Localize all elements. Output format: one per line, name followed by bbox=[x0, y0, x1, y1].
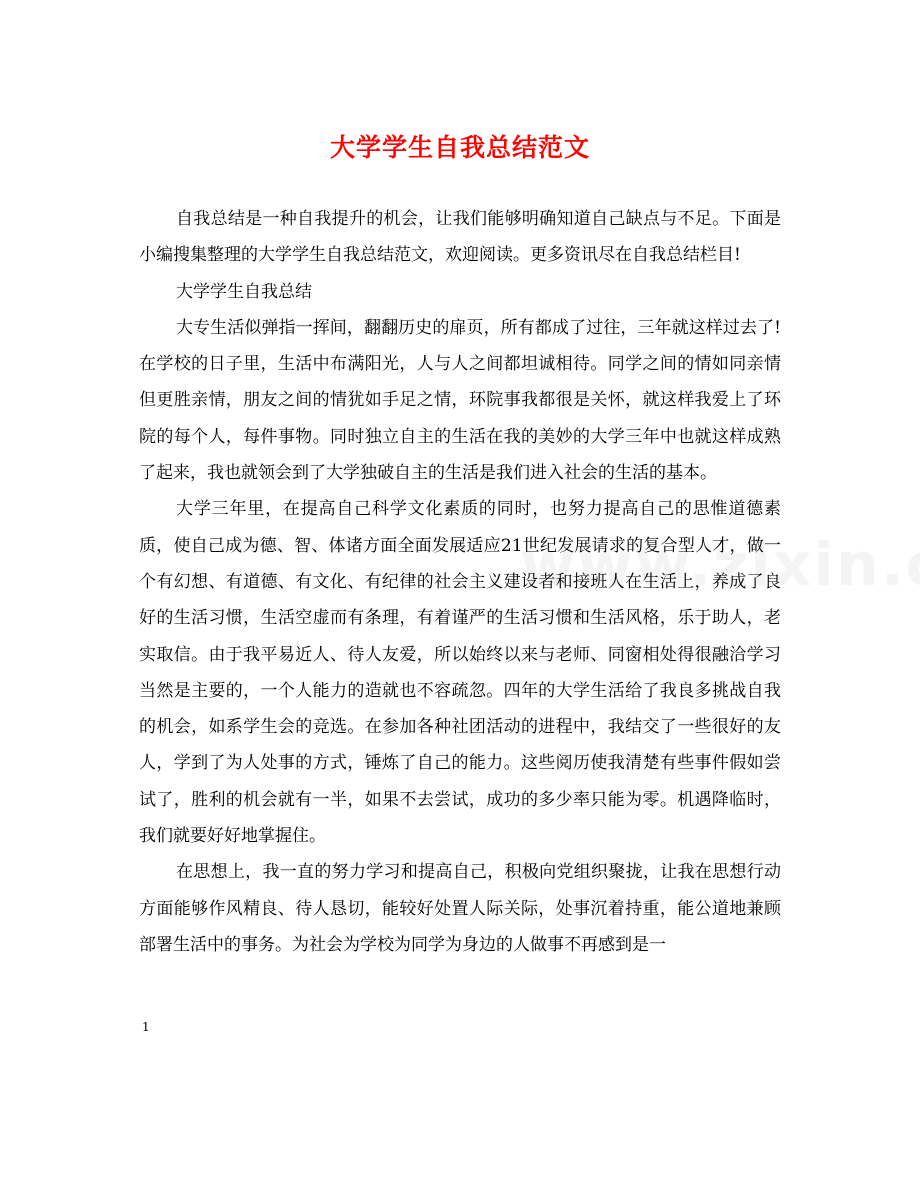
section-heading: 大学学生自我总结 bbox=[176, 281, 312, 302]
document-body bbox=[139, 201, 798, 963]
paragraph-thought: 在思想上，我一直的努力学习和提高自己，积极向党组织聚拢，让我在思想行动方面能够作风精良、待人恳切，能较好处置人际关际，处事沉着持重，能公道地兼顾部署生活中的事务。为社会为学校为同学为身边的人做事不再感到是一 bbox=[139, 862, 781, 955]
paragraph-intro: 自我总结是一种自我提升的机会，让我们能够明确知道自己缺点与不足。下面是小编搜集整理的大学学生自我总结范文，欢迎阅读。更多资讯尽在自我总结栏目! bbox=[139, 209, 781, 266]
paragraph-three-years: 大学三年里，在提高自己科学文化素质的同时，也努力提高自己的思惟道德素质，使自己成为德、智、体诸方面全面发展适应21世纪发展请求的复合型人才，做一个有幻想、有道德、有文化、有纪律的社会主义建设者和接班人在生活上，养成了良好的生活习惯，生活空虚而有条理，有着谨严的生活习惯和生活风格，乐于助人，老实取信。由于我平易近人、待人友爱，所以始终以来与老师、同窗相处得很融洽学习当然是主要的，一个人能力的造就也不容疏忽。四年的大学生活给了我良多挑战自我的机会，如系学生会的竞选。在参加各种社团活动的进程中，我结交了一些很好的友人，学到了为人处事的方式，锤炼了自己的能力。这些阅历使我清楚有些事件假如尝试了，胜利的机会就有一半，如果不去尝试，成功的多少率只能为零。机遇降临时，我们就要好好地掌握住。 bbox=[139, 499, 781, 847]
page-number: 1 bbox=[142, 1020, 150, 1034]
document-title: 大学学生自我总结范文 bbox=[329, 133, 590, 162]
paragraph-college-life: 大专生活似弹指一挥间，翻翻历史的扉页，所有都成了过往，三年就这样过去了! 在学校的日子里，生活中布满阳光，人与人之间都坦诚相待。同学之间的情如同亲情但更胜亲情，朋友之间的情犹如手足之情，环院事我都很是关怀，就这样我爱上了环院的每个人，每件事物。同时独立自主的生活在我的美妙的大学三年中也就这样成熟了起来，我也就领会到了大学独破自主的生活是我们进入社会的生活的基本。 bbox=[139, 317, 798, 484]
